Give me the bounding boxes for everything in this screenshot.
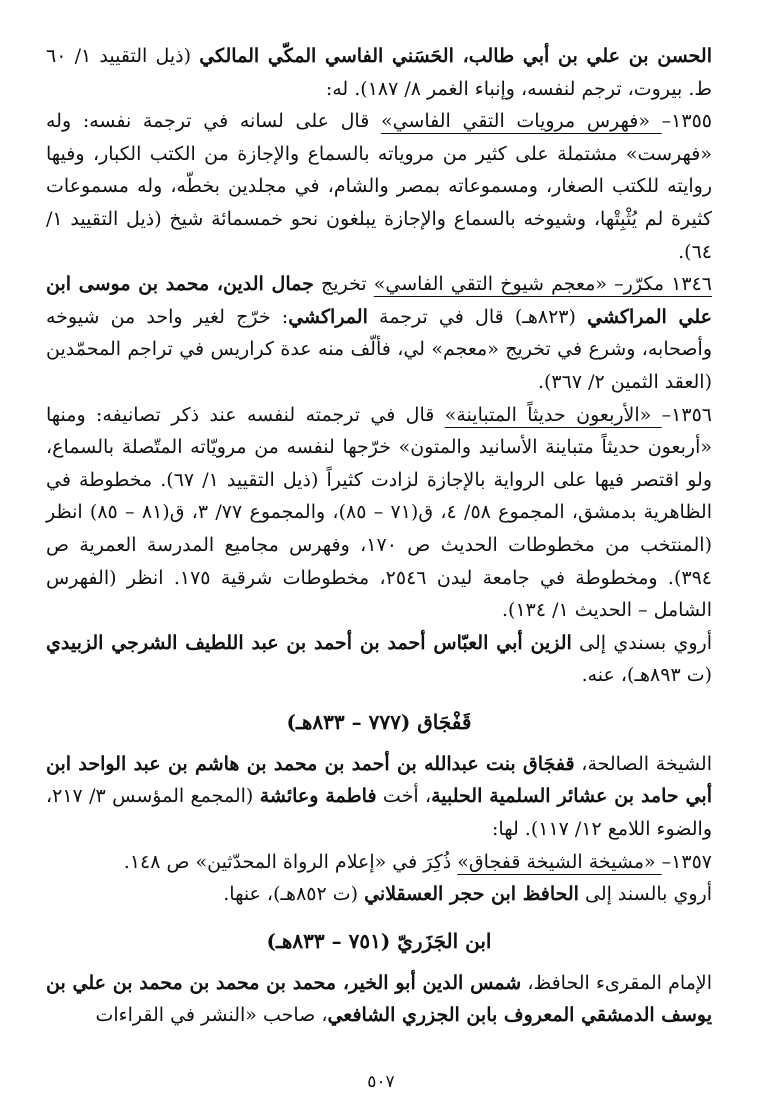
- text: (ت ٨٩٣هـ)، عنه.: [581, 664, 712, 687]
- entry-number: ١٣٤٦: [671, 273, 712, 296]
- person-name: قفجَاق بنت عبدالله بن أحمد بن محمد بن هاشم بن عبد الواحد ابن أبي حامد بن عشائر السلمية الحلبية: [46, 752, 712, 808]
- entry-title: «الأربعون حديثاً المتباينة»: [444, 403, 662, 426]
- text: أروي بالسند إلى: [578, 883, 712, 906]
- person-name: فاطمة وعائشة: [259, 785, 377, 808]
- entry-text: ذُكِرَ في «إعلام الرواة المحدّثين» ص ١٤٨.: [123, 850, 458, 873]
- text: ، صاحب «النشر في القراءات: [95, 1004, 328, 1027]
- person-name: جمال الدين، محمد بن موسى ابن علي المراكشي: [46, 273, 712, 328]
- entry-text: : خرّج لغير واحد من شيوخه وأصحابه، وشرع في تخريج «معجم» لي، فألّف منه عدة كراريس في تراجم المحمّدين (العقد الثمين ٢/ ٣٦٧).: [46, 305, 712, 393]
- text: (ذيل التقييد ١/ ٦٠ ط. بيروت، ترجم لنفسه، وإنباء الغمر ٨/ ١٨٧). له:: [46, 45, 712, 100]
- entry-1357: [46, 846, 712, 879]
- text: الشيخة الصالحة،: [574, 752, 712, 775]
- paragraph-ibn-jazari-bio: [46, 967, 712, 1032]
- entry-1355: [46, 105, 712, 268]
- page-body: [46, 40, 712, 1032]
- section-heading-qafjaq: قَفْجَاق (٧٧٧ – ٨٣٣هـ): [286, 709, 472, 734]
- entry-1346: [46, 268, 712, 398]
- person-name: الزين أبي العبّاس أحمد بن أحمد بن عبد اللطيف الشرجي الزبيدي: [46, 631, 572, 654]
- entry-text: قال على لسانه في ترجمة نفسه: وله «فهرست» مشتملة على كثير من مروياته بالسماع والإجازة من الكتب الكبار، وفيها روايته للكتب الصغار، ومسموعاته بمصر والشام، في مجلدين بخطّه، وله مسموعات كثيرة لم يُثْبِتْها، وشيوخه بالسماع والإجازة يبلغون نحو خمسمائة شيخ (ذيل التقييد ١/ ٦٤).: [46, 110, 712, 263]
- entry-text: تخريج: [313, 273, 374, 296]
- text: أروي بسندي إلى: [571, 631, 712, 654]
- paragraph-isnad: [46, 627, 712, 692]
- person-name: شمس الدين أبو الخير، محمد بن محمد بن محمد بن علي بن يوسف الدمشقي المعروف بابن الجزري الشافعي: [46, 971, 712, 1027]
- person-name: الحافظ ابن حجر العسقلاني: [364, 883, 579, 906]
- section-heading-ibn-jazari: ابن الجَزَريّ (٧٥١ – ٨٣٣هـ): [266, 928, 492, 953]
- page-number: ٥٠٧: [367, 1072, 395, 1092]
- entry-repeat: مكرّر–: [607, 273, 672, 296]
- text: ، أخت: [376, 785, 432, 808]
- entry-text: (٨٢٣هـ) قال في ترجمة: [367, 305, 588, 328]
- entry-title: «معجم شيوخ التقي الفاسي»: [373, 273, 607, 296]
- entry-1356: [46, 399, 712, 627]
- paragraph-qafjaq-bio: [46, 748, 712, 846]
- paragraph-intro: [46, 40, 712, 105]
- person-name: المراكشي: [288, 305, 368, 328]
- text: الإمام المقرىء الحافظ،: [521, 971, 712, 994]
- person-name: الحسن بن علي بن أبي طالب، الحَسَني الفاسي المكّي المالكي: [199, 45, 712, 67]
- entry-number: ١٣٥٦–: [661, 403, 712, 426]
- entry-text: قال في ترجمته لنفسه عند ذكر تصانيفه: ومنها «أربعون حديثاً متباينة الأسانيد والمتون» خرّجها لنفسه من مرويّاته المتّصلة بالسماع، ولو اقتصر فيها على الرواية بالإجازة لزادت كثيراً (ذيل التقييد ١/ ٦٧). مخطوطة في الظاهرية بدمشق، المجموع ٥٨/ ٤، ق(٧١ – ٨٥)، والمجموع ٧٧/ ٣، ق(٨١ – ٨٥) انظر (المنتخب من مخطوطات الحديث ص ١٧٠، وفهرس مجاميع المدرسة العمرية ص ٣٩٤). ومخطوطة في جامعة ليدن ٢٥٤٦، مخطوطات شرقية ١٧٥. انظر (الفهرس الشامل – الحديث ١/ ١٣٤).: [46, 403, 712, 622]
- text: (ت ٨٥٢هـ)، عنها.: [223, 883, 365, 906]
- entry-title: «مشيخة الشيخة قفجاق»: [457, 850, 662, 873]
- entry-title: «فهرس مرويات التقي الفاسي»: [380, 110, 662, 133]
- text: (المجمع المؤسس ٣/ ٢١٧، والضوء اللامع ١٢/ ١١٧). لها:: [46, 785, 712, 841]
- entry-number: ١٣٥٧–: [661, 850, 712, 873]
- paragraph-isnad-qafjaq: [46, 878, 712, 911]
- entry-number: ١٣٥٥–: [661, 110, 712, 133]
